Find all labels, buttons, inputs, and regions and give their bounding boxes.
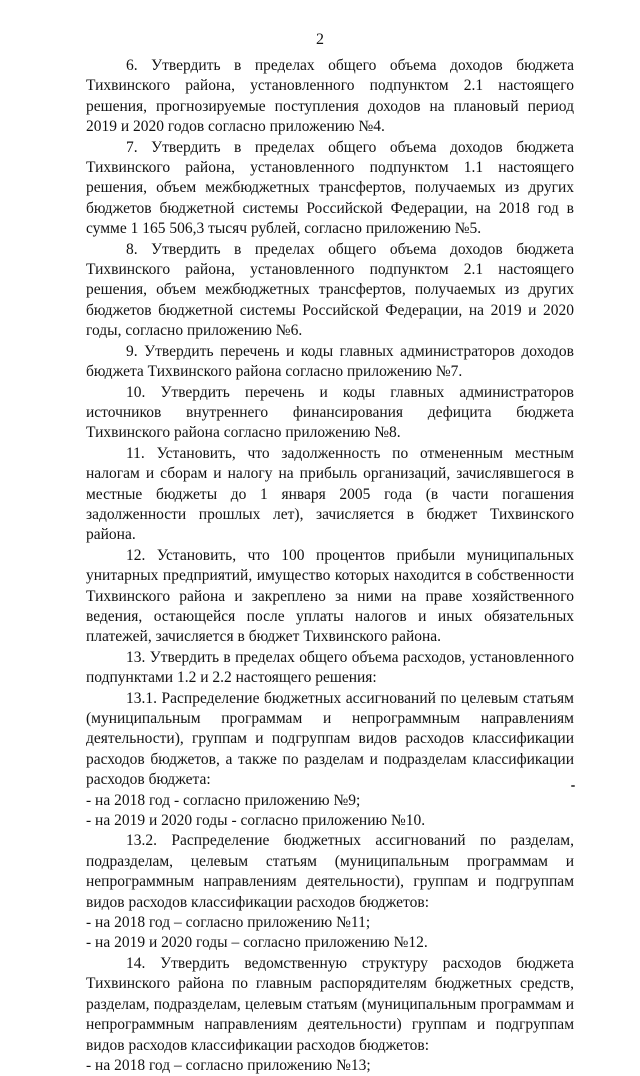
paragraph-8: 8. Утвердить в пределах общего объема доходов бюджета Тихвинского района, установленного подпунктом 2.1 настоящего решения, объем межбюджетных трансфертов, получаемых из других бюджетов бюджетной системы Российской Федерации, на 2019 и 2020 годы, согласно приложению №6. [86,240,574,340]
paragraph-14: 14. Утвердить ведомственную структуру расходов бюджета Тихвинского района по главным распорядителям бюджетных средств, разделам, подразделам, целевым статьям (муниципальным программам и непрограммным направлениям деятельности) группам и подгруппам видов расходов классификации расходов бюджетов: [86,954,574,1054]
paragraph-11: 11. Установить, что задолженность по отмененным местным налогам и сборам и налогу на прибыль организаций, зачислявшегося в местные бюджеты до 1 января 2005 года (в части погашения задолженности прошлых лет), зачисляется в бюджет Тихвинского района. [86,444,574,544]
list-item-13-1-2019-2020: - на 2019 и 2020 годы - согласно приложению №10. [86,812,426,830]
paragraph-7: 7. Утвердить в пределах общего объема доходов бюджета Тихвинского района, установленного подпунктом 1.1 настоящего решения, объем межбюджетных трансфертов, получаемых из других бюджетов бюджетной системы Российской Федерации, на 2018 год в сумме 1 165 506,3 тысяч рублей, согласно приложению №5. [86,138,574,238]
list-item-13-2-2019-2020: - на 2019 и 2020 годы – согласно приложению №12. [86,934,428,952]
list-item-13-1-2018: - на 2018 год - согласно приложению №9; [86,791,361,809]
paragraph-13: 13. Утвердить в пределах общего объема расходов, установленного подпунктами 1.2 и 2.2 настоящего решения: [86,648,574,687]
paragraph-13-1: 13.1. Распределение бюджетных ассигнований по целевым статьям (муниципальным программам и непрограммным направлениям деятельности), группам и подгруппам видов расходов классификации расходов бюджетов, а также по разделам и подразделам классификации расходов бюджета: [86,689,574,789]
paragraph-6: 6. Утвердить в пределах общего объема доходов бюджета Тихвинского района, установленного подпунктом 2.1 настоящего решения, прогнозируемые поступления доходов на плановый период 2019 и 2020 годов согласно приложению №4. [86,57,574,136]
paragraph-13-2: 13.2. Распределение бюджетных ассигнований по разделам, подразделам, целевым статьям (муниципальным программам и непрограммным направлениям деятельности), группам и подгруппам видов расходов классификации расходов бюджетов: [86,832,574,911]
scan-artifact [571,785,575,787]
paragraph-10: 10. Утвердить перечень и коды главных администраторов источников внутреннего финансирования дефицита бюджета Тихвинского района согласно приложению №8. [86,383,574,442]
paragraph-12: 12. Установить, что 100 процентов прибыли муниципальных унитарных предприятий, имущество которых находится в собственности Тихвинского района и закреплено за ними на праве хозяйственного ведения, остающейся после уплаты налогов и иных обязательных платежей, зачисляется в бюджет Тихвинского района. [86,546,574,646]
paragraph-9: 9. Утвердить перечень и коды главных администраторов доходов бюджета Тихвинского района согласно приложению №7. [86,342,574,381]
page-number: 2 [316,31,324,48]
document-body [86,56,574,1076]
list-item-14-2018: - на 2018 год – согласно приложению №13; [86,1056,371,1074]
list-item-13-2-2018: - на 2018 год – согласно приложению №11; [86,914,371,932]
